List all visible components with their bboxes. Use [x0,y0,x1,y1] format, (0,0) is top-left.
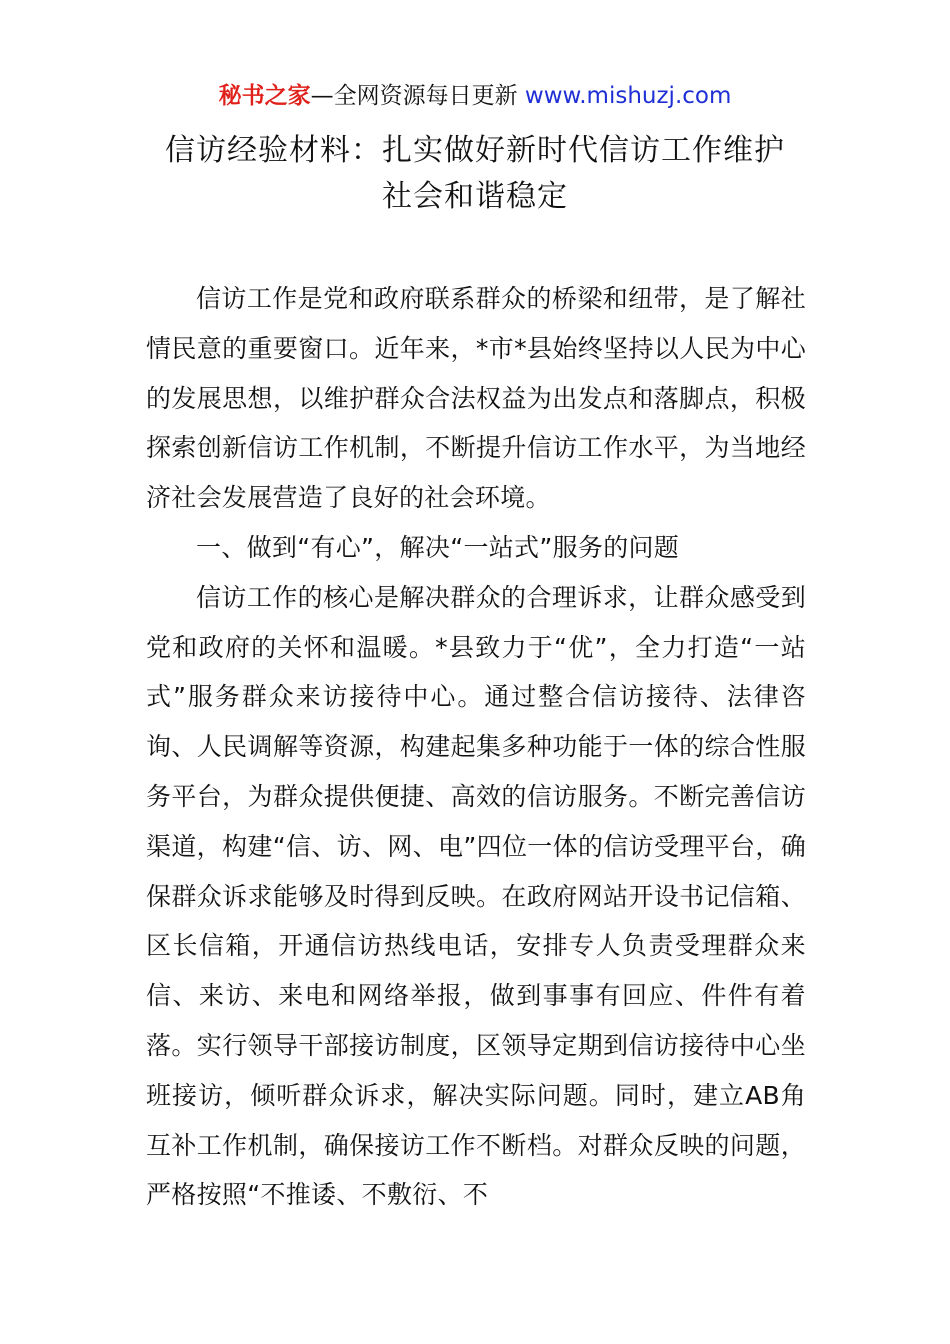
header-tagline: —全网资源每日更新 [310,83,518,109]
title-line-1: 信访经验材料：扎实做好新时代信访工作维护 [165,133,785,168]
paragraph-section-1: 信访工作的核心是解决群众的合理诉求，让群众感受到党和政府的关怀和温暖。*县致力于“优”，全力打造“一站式”服务群众来访接待中心。通过整合信访接待、法律咨询、人民调解等资源，构建起集多种功能于一体的综合性服务平台，为群众提供便捷、高效的信访服务。不断完善信访渠道，构建“信、访、网、电”四位一体的信访受理平台，确保群众诉求能够及时得到反映。在政府网站开设书记信箱、区长信箱，开通信访热线电话，安排专人负责受理群众来信、来访、来电和网络举报，做到事事有回应、件件有着落。实行领导干部接访制度，区领导定期到信访接待中心坐班接访，倾听群众诉求，解决实际问题。同时，建立AB角互补工作机制，确保接访工作不断档。对群众反映的问题，严格按照“不推诿、不敷衍、不 [146,582,806,1210]
site-header [0,80,950,112]
document-title [60,128,890,220]
title-line-2: 社会和谐稳定 [382,179,568,214]
paragraph-intro: 信访工作是党和政府联系群众的桥梁和纽带，是了解社情民意的重要窗口。近年来，*市*县始终坚持以人民为中心的发展思想，以维护群众合法权益为出发点和落脚点，积极探索创新信访工作机制，不断提升信访工作水平，为当地经济社会发展营造了良好的社会环境。 [146,284,806,513]
document-body [146,274,806,1220]
brand-name: 秘书之家 [218,83,311,109]
site-url-link[interactable]: www.mishuzj.com [524,83,732,109]
section-heading-1: 一、做到“有心”，解决“一站式”服务的问题 [196,532,680,562]
